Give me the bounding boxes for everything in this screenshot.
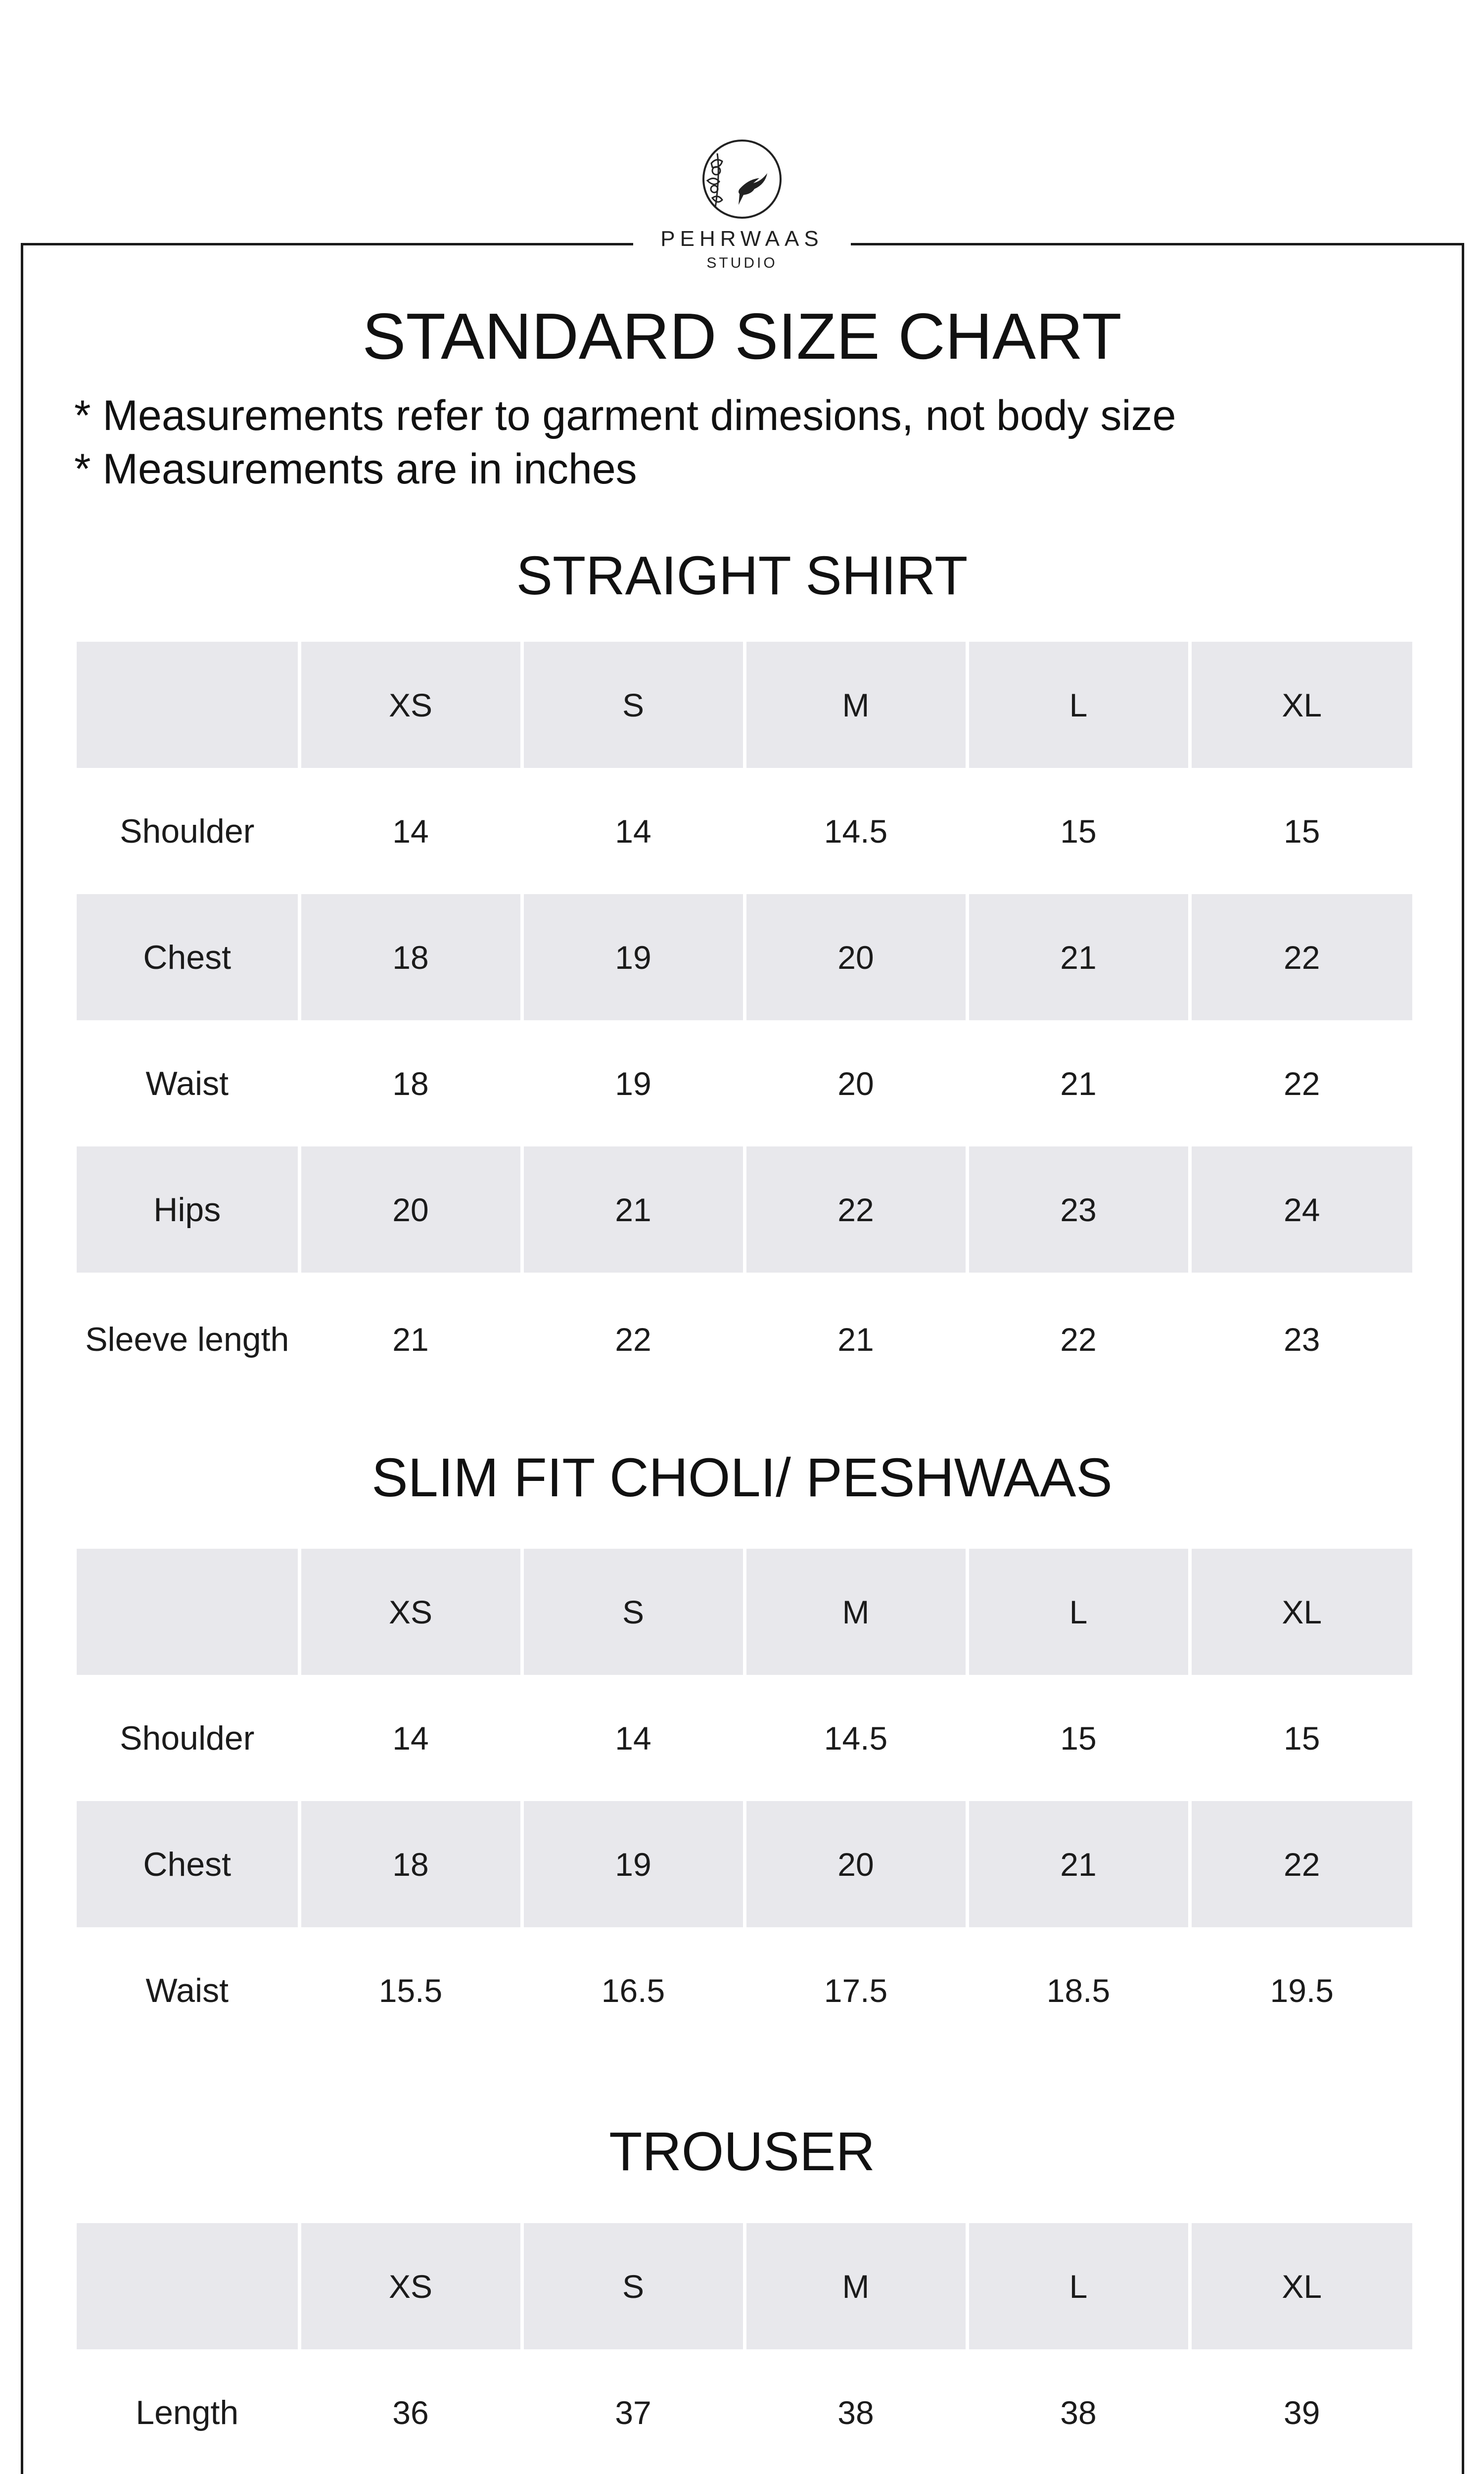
table-cell: 19 — [522, 1020, 744, 1146]
table-cell: 21 — [967, 894, 1190, 1020]
table-cell: 39 — [1190, 2349, 1412, 2474]
table-cell: 19 — [522, 1801, 744, 1927]
header-cell-l: L — [967, 1549, 1190, 1675]
header-cell-blank — [77, 642, 299, 768]
table-row — [77, 1146, 1412, 1273]
table-row — [77, 1273, 1412, 1406]
table-cell: 23 — [1190, 1273, 1412, 1406]
table-cell: 18.5 — [967, 1927, 1190, 2053]
trouser-table — [77, 2223, 1412, 2474]
table-cell: 22 — [744, 1146, 967, 1273]
table-cell: 16.5 — [522, 1927, 744, 2053]
row-label: Waist — [77, 1927, 299, 2053]
row-label: Sleeve length — [77, 1273, 299, 1406]
table-cell: 19 — [522, 894, 744, 1020]
table-row — [77, 894, 1412, 1020]
note-garment-dimensions: * Measurements refer to garment dimesions, not body size — [74, 392, 1176, 439]
table-header-row — [77, 2223, 1412, 2349]
row-label: Length — [77, 2349, 299, 2474]
header-cell-xs: XS — [299, 2223, 522, 2349]
table-cell: 14 — [522, 1675, 744, 1801]
table-header-row — [77, 1549, 1412, 1675]
table-cell: 14 — [299, 768, 522, 894]
table-cell: 23 — [967, 1146, 1190, 1273]
row-label: Shoulder — [77, 1675, 299, 1801]
row-label: Chest — [77, 1801, 299, 1927]
header-cell-m: M — [744, 1549, 967, 1675]
table-cell: 37 — [522, 2349, 744, 2474]
table-cell: 15.5 — [299, 1927, 522, 2053]
page-title: STANDARD SIZE CHART — [362, 300, 1122, 373]
header-cell-xl: XL — [1190, 2223, 1412, 2349]
table-cell: 20 — [744, 1020, 967, 1146]
table-cell: 15 — [1190, 1675, 1412, 1801]
table-cell: 15 — [1190, 768, 1412, 894]
brand-name: PEHRWAAS — [660, 227, 824, 251]
slim-fit-table — [77, 1549, 1412, 2053]
table-cell: 21 — [967, 1801, 1190, 1927]
table-cell: 21 — [744, 1273, 967, 1406]
row-label: Chest — [77, 894, 299, 1020]
table-cell: 22 — [1190, 894, 1412, 1020]
header-cell-l: L — [967, 2223, 1190, 2349]
row-label: Hips — [77, 1146, 299, 1273]
table-cell: 14.5 — [744, 768, 967, 894]
table-cell: 22 — [1190, 1801, 1412, 1927]
brand-logo — [633, 134, 851, 277]
table-cell: 36 — [299, 2349, 522, 2474]
header-cell-l: L — [967, 642, 1190, 768]
table-cell: 22 — [967, 1273, 1190, 1406]
table-cell: 18 — [299, 1020, 522, 1146]
header-cell-m: M — [744, 642, 967, 768]
header-cell-s: S — [522, 1549, 744, 1675]
table-cell: 38 — [967, 2349, 1190, 2474]
table-cell: 17.5 — [744, 1927, 967, 2053]
table-cell: 15 — [967, 768, 1190, 894]
table-cell: 14 — [522, 768, 744, 894]
header-cell-xs: XS — [299, 1549, 522, 1675]
straight-shirt-table — [77, 642, 1412, 1406]
table-cell: 21 — [967, 1020, 1190, 1146]
header-cell-s: S — [522, 2223, 744, 2349]
table-cell: 20 — [744, 894, 967, 1020]
header-cell-blank — [77, 2223, 299, 2349]
table-cell: 14.5 — [744, 1675, 967, 1801]
section-title-trouser: TROUSER — [609, 2121, 875, 2182]
table-cell: 18 — [299, 1801, 522, 1927]
table-cell: 21 — [522, 1146, 744, 1273]
table-row — [77, 1020, 1412, 1146]
header-cell-xs: XS — [299, 642, 522, 768]
table-cell: 20 — [299, 1146, 522, 1273]
table-row — [77, 1801, 1412, 1927]
table-row — [77, 1927, 1412, 2053]
table-cell: 19.5 — [1190, 1927, 1412, 2053]
table-cell: 15 — [967, 1675, 1190, 1801]
table-cell: 22 — [522, 1273, 744, 1406]
header-cell-m: M — [744, 2223, 967, 2349]
header-cell-xl: XL — [1190, 1549, 1412, 1675]
header-cell-blank — [77, 1549, 299, 1675]
section-title-slim-fit: SLIM FIT CHOLI/ PESHWAAS — [371, 1447, 1113, 1508]
brand-sub: STUDIO — [706, 255, 778, 271]
section-title-straight-shirt: STRAIGHT SHIRT — [516, 545, 968, 606]
note-units: * Measurements are in inches — [74, 445, 637, 493]
table-row — [77, 2349, 1412, 2474]
table-row — [77, 1675, 1412, 1801]
table-cell: 21 — [299, 1273, 522, 1406]
table-cell: 14 — [299, 1675, 522, 1801]
table-cell: 22 — [1190, 1020, 1412, 1146]
row-label: Shoulder — [77, 768, 299, 894]
table-cell: 18 — [299, 894, 522, 1020]
header-cell-s: S — [522, 642, 744, 768]
table-header-row — [77, 642, 1412, 768]
table-cell: 24 — [1190, 1146, 1412, 1273]
table-row — [77, 768, 1412, 894]
row-label: Waist — [77, 1020, 299, 1146]
hummingbird-floral-logo-icon — [693, 134, 791, 233]
table-cell: 20 — [744, 1801, 967, 1927]
header-cell-xl: XL — [1190, 642, 1412, 768]
table-cell: 38 — [744, 2349, 967, 2474]
